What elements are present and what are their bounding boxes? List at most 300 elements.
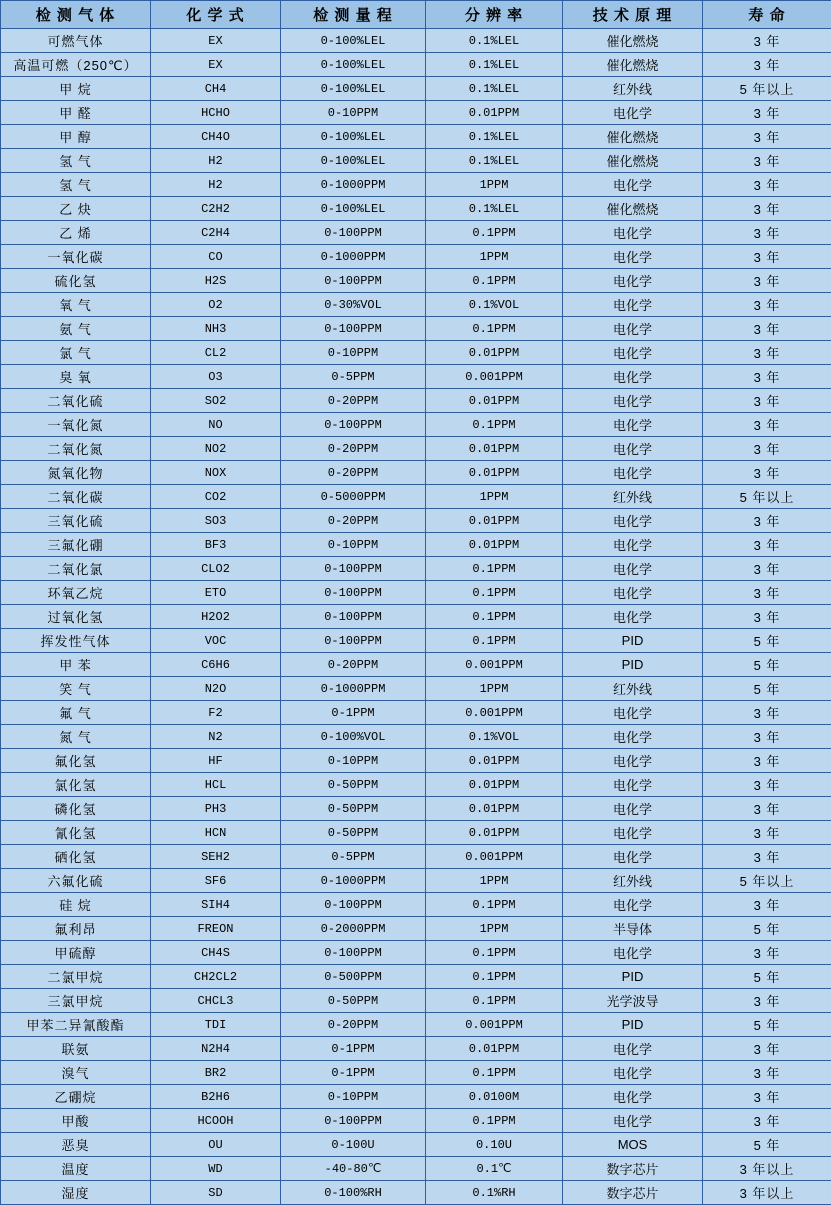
cell-formula: NO2 xyxy=(151,437,281,461)
cell-resolution: 0.0100M xyxy=(426,1085,563,1109)
cell-formula: SD xyxy=(151,1181,281,1205)
table-row xyxy=(1,413,831,437)
cell-resolution: 0.001PPM xyxy=(426,653,563,677)
cell-resolution: 0.1PPM xyxy=(426,965,563,989)
table-row xyxy=(1,773,831,797)
cell-resolution: 0.10U xyxy=(426,1133,563,1157)
cell-formula: VOC xyxy=(151,629,281,653)
cell-resolution: 0.01PPM xyxy=(426,1037,563,1061)
cell-formula: BR2 xyxy=(151,1061,281,1085)
cell-resolution: 0.1PPM xyxy=(426,269,563,293)
cell-gas-name: 氯 气 xyxy=(1,341,151,365)
cell-range: 0-2000PPM xyxy=(281,917,426,941)
cell-range: 0-30%VOL xyxy=(281,293,426,317)
cell-principle: 电化学 xyxy=(563,797,703,821)
cell-range: 0-100PPM xyxy=(281,605,426,629)
cell-gas-name: 氢 气 xyxy=(1,173,151,197)
cell-lifetime: 3 年 xyxy=(703,173,831,197)
cell-principle: 电化学 xyxy=(563,101,703,125)
cell-gas-name: 恶臭 xyxy=(1,1133,151,1157)
table-row xyxy=(1,293,831,317)
cell-gas-name: 氢 气 xyxy=(1,149,151,173)
cell-principle: 电化学 xyxy=(563,701,703,725)
cell-lifetime: 3 年 xyxy=(703,389,831,413)
cell-range: 0-20PPM xyxy=(281,653,426,677)
cell-lifetime: 5 年 xyxy=(703,653,831,677)
cell-lifetime: 3 年 xyxy=(703,845,831,869)
cell-principle: 催化燃烧 xyxy=(563,53,703,77)
column-header-gas: 检 测 气 体 xyxy=(1,1,151,29)
cell-range: 0-100PPM xyxy=(281,557,426,581)
cell-resolution: 0.1%LEL xyxy=(426,53,563,77)
cell-range: 0-500PPM xyxy=(281,965,426,989)
cell-resolution: 0.001PPM xyxy=(426,365,563,389)
cell-resolution: 0.1%VOL xyxy=(426,293,563,317)
cell-formula: SO3 xyxy=(151,509,281,533)
cell-lifetime: 3 年 xyxy=(703,197,831,221)
cell-resolution: 0.1PPM xyxy=(426,605,563,629)
cell-principle: 电化学 xyxy=(563,1037,703,1061)
cell-resolution: 0.01PPM xyxy=(426,341,563,365)
table-row xyxy=(1,605,831,629)
cell-lifetime: 5 年以上 xyxy=(703,485,831,509)
column-header-lifetime: 寿 命 xyxy=(703,1,831,29)
table-row xyxy=(1,269,831,293)
cell-resolution: 0.1PPM xyxy=(426,1109,563,1133)
table-row xyxy=(1,1181,831,1205)
cell-lifetime: 3 年 xyxy=(703,245,831,269)
cell-range: 0-100PPM xyxy=(281,413,426,437)
cell-range: -40-80℃ xyxy=(281,1157,426,1181)
cell-lifetime: 3 年 xyxy=(703,317,831,341)
table-row xyxy=(1,749,831,773)
table-row xyxy=(1,101,831,125)
cell-formula: N2H4 xyxy=(151,1037,281,1061)
cell-principle: 电化学 xyxy=(563,845,703,869)
table-row xyxy=(1,893,831,917)
cell-formula: CH4O xyxy=(151,125,281,149)
cell-gas-name: 氟 气 xyxy=(1,701,151,725)
cell-gas-name: 硫化氢 xyxy=(1,269,151,293)
cell-formula: OU xyxy=(151,1133,281,1157)
cell-principle: 光学波导 xyxy=(563,989,703,1013)
cell-lifetime: 5 年 xyxy=(703,1133,831,1157)
cell-range: 0-100%LEL xyxy=(281,197,426,221)
cell-resolution: 0.001PPM xyxy=(426,845,563,869)
cell-gas-name: 六氟化硫 xyxy=(1,869,151,893)
cell-lifetime: 3 年 xyxy=(703,989,831,1013)
cell-resolution: 0.1PPM xyxy=(426,317,563,341)
cell-lifetime: 5 年 xyxy=(703,629,831,653)
cell-principle: PID xyxy=(563,1013,703,1037)
cell-range: 0-1000PPM xyxy=(281,173,426,197)
cell-lifetime: 3 年 xyxy=(703,941,831,965)
cell-formula: C2H4 xyxy=(151,221,281,245)
cell-gas-name: 甲 苯 xyxy=(1,653,151,677)
cell-lifetime: 3 年 xyxy=(703,557,831,581)
cell-formula: O2 xyxy=(151,293,281,317)
cell-gas-name: 可燃气体 xyxy=(1,29,151,53)
table-header-row xyxy=(1,1,831,29)
cell-formula: BF3 xyxy=(151,533,281,557)
cell-lifetime: 5 年 xyxy=(703,917,831,941)
cell-lifetime: 3 年 xyxy=(703,437,831,461)
cell-principle: 电化学 xyxy=(563,725,703,749)
table-row xyxy=(1,365,831,389)
table-row xyxy=(1,845,831,869)
cell-range: 0-100PPM xyxy=(281,893,426,917)
cell-principle: 数字芯片 xyxy=(563,1157,703,1181)
cell-gas-name: 氟化氢 xyxy=(1,749,151,773)
cell-gas-name: 甲硫醇 xyxy=(1,941,151,965)
cell-gas-name: 甲 烷 xyxy=(1,77,151,101)
cell-resolution: 0.1%LEL xyxy=(426,29,563,53)
cell-lifetime: 3 年 xyxy=(703,221,831,245)
cell-range: 0-10PPM xyxy=(281,749,426,773)
cell-lifetime: 5 年 xyxy=(703,1013,831,1037)
cell-principle: PID xyxy=(563,629,703,653)
cell-resolution: 0.1PPM xyxy=(426,989,563,1013)
cell-range: 0-5PPM xyxy=(281,845,426,869)
cell-gas-name: 氨 气 xyxy=(1,317,151,341)
cell-resolution: 0.01PPM xyxy=(426,797,563,821)
cell-formula: C2H2 xyxy=(151,197,281,221)
cell-lifetime: 3 年 xyxy=(703,773,831,797)
cell-gas-name: 二氧化氯 xyxy=(1,557,151,581)
cell-principle: 电化学 xyxy=(563,749,703,773)
cell-resolution: 0.01PPM xyxy=(426,749,563,773)
cell-formula: C6H6 xyxy=(151,653,281,677)
cell-formula: N2 xyxy=(151,725,281,749)
cell-principle: 电化学 xyxy=(563,581,703,605)
cell-resolution: 0.1PPM xyxy=(426,629,563,653)
cell-gas-name: 一氧化氮 xyxy=(1,413,151,437)
cell-lifetime: 5 年以上 xyxy=(703,77,831,101)
cell-principle: 红外线 xyxy=(563,869,703,893)
table-row xyxy=(1,965,831,989)
table-row xyxy=(1,941,831,965)
cell-principle: 半导体 xyxy=(563,917,703,941)
cell-principle: PID xyxy=(563,653,703,677)
cell-range: 0-100%LEL xyxy=(281,53,426,77)
cell-range: 0-10PPM xyxy=(281,1085,426,1109)
cell-gas-name: 氮 气 xyxy=(1,725,151,749)
table-row xyxy=(1,581,831,605)
cell-lifetime: 3 年 xyxy=(703,725,831,749)
cell-range: 0-5000PPM xyxy=(281,485,426,509)
cell-formula: SF6 xyxy=(151,869,281,893)
cell-gas-name: 笑 气 xyxy=(1,677,151,701)
cell-range: 0-100U xyxy=(281,1133,426,1157)
cell-range: 0-100PPM xyxy=(281,221,426,245)
cell-range: 0-10PPM xyxy=(281,533,426,557)
table-row xyxy=(1,1037,831,1061)
table-row xyxy=(1,629,831,653)
cell-formula: CO xyxy=(151,245,281,269)
table-row xyxy=(1,533,831,557)
table-row xyxy=(1,437,831,461)
cell-range: 0-100%VOL xyxy=(281,725,426,749)
cell-gas-name: 氯化氢 xyxy=(1,773,151,797)
cell-gas-name: 二氧化氮 xyxy=(1,437,151,461)
cell-resolution: 0.1℃ xyxy=(426,1157,563,1181)
cell-formula: NOX xyxy=(151,461,281,485)
table-row xyxy=(1,1133,831,1157)
cell-formula: CL2 xyxy=(151,341,281,365)
cell-formula: H2 xyxy=(151,149,281,173)
column-header-formula: 化 学 式 xyxy=(151,1,281,29)
cell-gas-name: 硒化氢 xyxy=(1,845,151,869)
cell-principle: MOS xyxy=(563,1133,703,1157)
cell-resolution: 0.1PPM xyxy=(426,1061,563,1085)
table-row xyxy=(1,77,831,101)
cell-lifetime: 3 年以上 xyxy=(703,1157,831,1181)
cell-lifetime: 3 年 xyxy=(703,341,831,365)
table-row xyxy=(1,653,831,677)
cell-resolution: 0.01PPM xyxy=(426,509,563,533)
cell-gas-name: 甲苯二异氰酸酯 xyxy=(1,1013,151,1037)
cell-range: 0-20PPM xyxy=(281,389,426,413)
table-row xyxy=(1,53,831,77)
cell-gas-name: 三氟化硼 xyxy=(1,533,151,557)
cell-resolution: 0.01PPM xyxy=(426,773,563,797)
cell-resolution: 0.01PPM xyxy=(426,533,563,557)
cell-formula: EX xyxy=(151,29,281,53)
cell-formula: H2O2 xyxy=(151,605,281,629)
cell-gas-name: 氮氧化物 xyxy=(1,461,151,485)
table-row xyxy=(1,989,831,1013)
cell-principle: 电化学 xyxy=(563,533,703,557)
cell-lifetime: 5 年 xyxy=(703,965,831,989)
cell-gas-name: 氟利昂 xyxy=(1,917,151,941)
cell-formula: H2 xyxy=(151,173,281,197)
table-row xyxy=(1,557,831,581)
cell-resolution: 0.1PPM xyxy=(426,893,563,917)
cell-resolution: 0.1%VOL xyxy=(426,725,563,749)
cell-lifetime: 3 年 xyxy=(703,701,831,725)
cell-resolution: 1PPM xyxy=(426,677,563,701)
cell-lifetime: 3 年 xyxy=(703,29,831,53)
cell-resolution: 0.1%LEL xyxy=(426,149,563,173)
cell-gas-name: 甲 醛 xyxy=(1,101,151,125)
cell-principle: 电化学 xyxy=(563,821,703,845)
cell-principle: 电化学 xyxy=(563,509,703,533)
cell-principle: 电化学 xyxy=(563,605,703,629)
table-row xyxy=(1,701,831,725)
cell-range: 0-100%RH xyxy=(281,1181,426,1205)
cell-gas-name: 甲 醇 xyxy=(1,125,151,149)
table-row xyxy=(1,917,831,941)
cell-lifetime: 3 年 xyxy=(703,749,831,773)
cell-gas-name: 乙 炔 xyxy=(1,197,151,221)
cell-gas-name: 一氧化碳 xyxy=(1,245,151,269)
cell-principle: 电化学 xyxy=(563,893,703,917)
cell-range: 0-100PPM xyxy=(281,629,426,653)
cell-gas-name: 过氧化氢 xyxy=(1,605,151,629)
cell-formula: F2 xyxy=(151,701,281,725)
cell-formula: TDI xyxy=(151,1013,281,1037)
table-row xyxy=(1,677,831,701)
table-row xyxy=(1,389,831,413)
cell-gas-name: 乙硼烷 xyxy=(1,1085,151,1109)
cell-gas-name: 湿度 xyxy=(1,1181,151,1205)
table-row xyxy=(1,1085,831,1109)
cell-gas-name: 高温可燃（250℃） xyxy=(1,53,151,77)
table-row xyxy=(1,317,831,341)
cell-range: 0-1PPM xyxy=(281,1061,426,1085)
cell-range: 0-1PPM xyxy=(281,1037,426,1061)
cell-principle: 电化学 xyxy=(563,1061,703,1085)
cell-formula: CH2CL2 xyxy=(151,965,281,989)
cell-formula: B2H6 xyxy=(151,1085,281,1109)
cell-formula: FREON xyxy=(151,917,281,941)
table-row xyxy=(1,149,831,173)
cell-lifetime: 5 年以上 xyxy=(703,869,831,893)
cell-gas-name: 三氯甲烷 xyxy=(1,989,151,1013)
cell-range: 0-100%LEL xyxy=(281,77,426,101)
cell-lifetime: 3 年 xyxy=(703,149,831,173)
cell-lifetime: 3 年 xyxy=(703,1037,831,1061)
cell-gas-name: 乙 烯 xyxy=(1,221,151,245)
cell-lifetime: 3 年以上 xyxy=(703,1181,831,1205)
cell-range: 0-1000PPM xyxy=(281,677,426,701)
cell-gas-name: 三氧化硫 xyxy=(1,509,151,533)
cell-principle: 电化学 xyxy=(563,773,703,797)
cell-lifetime: 3 年 xyxy=(703,893,831,917)
cell-resolution: 0.01PPM xyxy=(426,101,563,125)
cell-principle: 催化燃烧 xyxy=(563,149,703,173)
cell-range: 0-20PPM xyxy=(281,1013,426,1037)
cell-lifetime: 3 年 xyxy=(703,461,831,485)
cell-range: 0-100PPM xyxy=(281,1109,426,1133)
cell-gas-name: 挥发性气体 xyxy=(1,629,151,653)
cell-formula: HCN xyxy=(151,821,281,845)
cell-resolution: 1PPM xyxy=(426,869,563,893)
cell-range: 0-50PPM xyxy=(281,773,426,797)
cell-lifetime: 3 年 xyxy=(703,821,831,845)
table-row xyxy=(1,1013,831,1037)
cell-range: 0-50PPM xyxy=(281,797,426,821)
cell-principle: 催化燃烧 xyxy=(563,125,703,149)
cell-range: 0-100PPM xyxy=(281,941,426,965)
cell-principle: 电化学 xyxy=(563,341,703,365)
table-row xyxy=(1,221,831,245)
cell-principle: 电化学 xyxy=(563,437,703,461)
cell-lifetime: 3 年 xyxy=(703,101,831,125)
cell-formula: CLO2 xyxy=(151,557,281,581)
cell-gas-name: 二氧化碳 xyxy=(1,485,151,509)
cell-lifetime: 3 年 xyxy=(703,797,831,821)
cell-principle: 电化学 xyxy=(563,317,703,341)
table-row xyxy=(1,869,831,893)
table-header xyxy=(1,1,831,29)
cell-formula: CO2 xyxy=(151,485,281,509)
cell-range: 0-100PPM xyxy=(281,269,426,293)
cell-lifetime: 3 年 xyxy=(703,509,831,533)
cell-resolution: 0.1%LEL xyxy=(426,197,563,221)
cell-formula: CH4 xyxy=(151,77,281,101)
cell-principle: 数字芯片 xyxy=(563,1181,703,1205)
cell-principle: 电化学 xyxy=(563,365,703,389)
cell-principle: 电化学 xyxy=(563,461,703,485)
cell-resolution: 0.01PPM xyxy=(426,389,563,413)
cell-range: 0-20PPM xyxy=(281,461,426,485)
cell-lifetime: 3 年 xyxy=(703,533,831,557)
cell-gas-name: 温度 xyxy=(1,1157,151,1181)
table-row xyxy=(1,509,831,533)
cell-resolution: 0.1PPM xyxy=(426,581,563,605)
cell-formula: CH4S xyxy=(151,941,281,965)
cell-resolution: 0.1PPM xyxy=(426,413,563,437)
cell-principle: 催化燃烧 xyxy=(563,29,703,53)
table-row xyxy=(1,1109,831,1133)
table-row xyxy=(1,125,831,149)
column-header-range: 检 测 量 程 xyxy=(281,1,426,29)
cell-resolution: 0.01PPM xyxy=(426,437,563,461)
cell-formula: HCL xyxy=(151,773,281,797)
cell-formula: O3 xyxy=(151,365,281,389)
cell-principle: 电化学 xyxy=(563,1085,703,1109)
cell-lifetime: 3 年 xyxy=(703,293,831,317)
cell-principle: 电化学 xyxy=(563,173,703,197)
cell-lifetime: 3 年 xyxy=(703,1109,831,1133)
cell-range: 0-20PPM xyxy=(281,437,426,461)
column-header-principle: 技 术 原 理 xyxy=(563,1,703,29)
cell-resolution: 1PPM xyxy=(426,917,563,941)
cell-range: 0-10PPM xyxy=(281,101,426,125)
cell-principle: PID xyxy=(563,965,703,989)
table-row xyxy=(1,245,831,269)
cell-formula: NO xyxy=(151,413,281,437)
cell-principle: 电化学 xyxy=(563,941,703,965)
cell-range: 0-100%LEL xyxy=(281,125,426,149)
cell-gas-name: 氰化氢 xyxy=(1,821,151,845)
cell-range: 0-20PPM xyxy=(281,509,426,533)
cell-range: 0-1000PPM xyxy=(281,869,426,893)
cell-resolution: 1PPM xyxy=(426,173,563,197)
cell-lifetime: 3 年 xyxy=(703,413,831,437)
table-row xyxy=(1,1157,831,1181)
cell-range: 0-100PPM xyxy=(281,581,426,605)
cell-resolution: 0.1PPM xyxy=(426,221,563,245)
cell-formula: N2O xyxy=(151,677,281,701)
cell-range: 0-1PPM xyxy=(281,701,426,725)
cell-principle: 电化学 xyxy=(563,557,703,581)
cell-lifetime: 5 年 xyxy=(703,677,831,701)
cell-resolution: 1PPM xyxy=(426,245,563,269)
cell-lifetime: 3 年 xyxy=(703,1085,831,1109)
cell-gas-name: 硅 烷 xyxy=(1,893,151,917)
table-row xyxy=(1,485,831,509)
table-row xyxy=(1,173,831,197)
table-row xyxy=(1,197,831,221)
table-row xyxy=(1,797,831,821)
table-row xyxy=(1,821,831,845)
cell-principle: 电化学 xyxy=(563,1109,703,1133)
cell-range: 0-100%LEL xyxy=(281,29,426,53)
cell-range: 0-100PPM xyxy=(281,317,426,341)
cell-principle: 电化学 xyxy=(563,389,703,413)
cell-resolution: 1PPM xyxy=(426,485,563,509)
cell-formula: HCOOH xyxy=(151,1109,281,1133)
cell-range: 0-1000PPM xyxy=(281,245,426,269)
table-row xyxy=(1,461,831,485)
table-row xyxy=(1,29,831,53)
cell-resolution: 0.1%RH xyxy=(426,1181,563,1205)
cell-formula: NH3 xyxy=(151,317,281,341)
cell-gas-name: 二氯甲烷 xyxy=(1,965,151,989)
cell-formula: SO2 xyxy=(151,389,281,413)
